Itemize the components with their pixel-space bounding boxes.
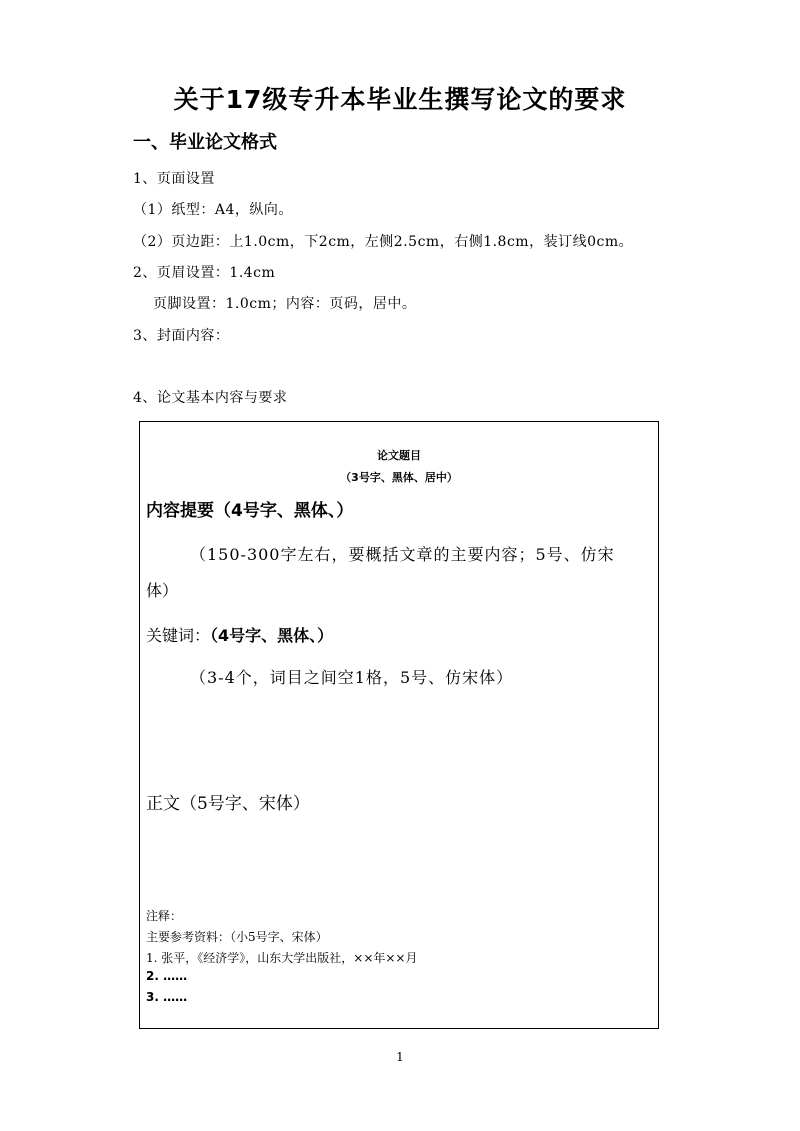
- document-title: 关于17级专升本毕业生撰写论文的要求: [173, 85, 627, 114]
- keywords-format: （4号字、黑体、）: [210, 626, 334, 645]
- body-text-label: 正文（5号字、宋体）: [146, 794, 310, 814]
- keywords-label: 关键词：: [146, 626, 211, 645]
- basic-content-line: 4、论文基本内容与要求: [133, 390, 288, 406]
- footer-setup-line: 页脚设置：1.0cm；内容：页码，居中。: [153, 296, 417, 312]
- abstract-description-continued: 体）: [146, 581, 179, 600]
- section-heading: 一、毕业论文格式: [133, 132, 277, 153]
- page-setup-heading: 1、页面设置: [133, 171, 215, 187]
- abstract-heading: 内容提要（4号字、黑体、）: [146, 501, 354, 521]
- sample-title-note: （3号字、黑体、居中）: [340, 471, 458, 484]
- abstract-description: （150-300字左右，要概括文章的主要内容；5号、仿宋: [190, 545, 615, 564]
- keywords-description: （3-4个，词目之间空1格，5号、仿宋体）: [190, 668, 514, 687]
- reference-item: 1. 张平，《经济学》，山东大学出版社，××年××月: [146, 951, 418, 965]
- sample-title: 论文题目: [377, 449, 421, 462]
- notes-label: 注释：: [146, 909, 183, 923]
- reference-item: 3. ……: [146, 990, 188, 1004]
- cover-content-line: 3、封面内容：: [133, 328, 230, 344]
- margins-line: （2）页边距：上1.0cm，下2cm，左侧2.5cm，右侧1.8cm，装订线0cm。: [133, 234, 634, 250]
- header-setup-line: 2、页眉设置：1.4cm: [133, 265, 276, 281]
- keywords-line: [146, 623, 333, 646]
- reference-item: 2. ……: [146, 969, 188, 983]
- references-label: 主要参考资料：（小5号字、宋体）: [146, 930, 328, 944]
- thesis-sample-box: [139, 421, 659, 1029]
- page-number: 1: [396, 1050, 404, 1064]
- paper-type-line: （1）纸型：A4，纵向。: [133, 202, 293, 218]
